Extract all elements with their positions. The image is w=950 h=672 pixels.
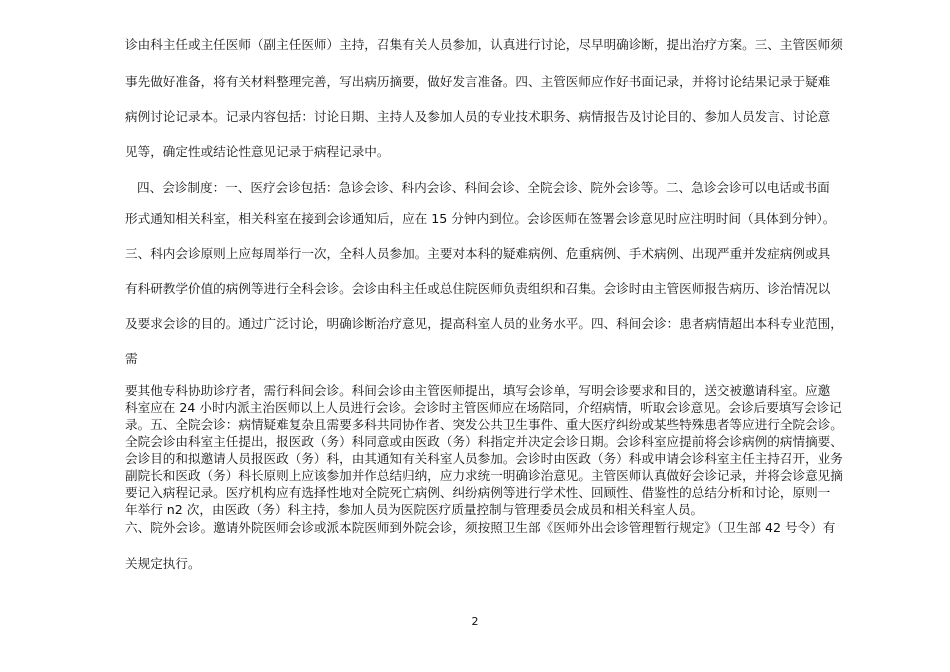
text-line: 录。五、全院会诊：病情疑难复杂且需要多科共同协作者、突发公共卫生事件、重大医疗纠纷或某些特殊患者等应进行全院会诊。 <box>125 417 843 432</box>
text-line: 有科研教学价值的病例等进行全科会诊。会诊由科主任或总住院医师负责组织和召集。会诊时由主管医师报告病历、诊治情况以 <box>125 281 831 296</box>
text-line: 六、院外会诊。邀请外院医师会诊或派本院医师到外院会诊，须按照卫生部《医师外出会诊管理暂行规定》（卫生部 42 号令）有 <box>125 520 836 535</box>
page-number: 2 <box>471 615 479 628</box>
text-line: 三、科内会诊原则上应每周举行一次，全科人员参加。主要对本科的疑难病例、危重病例、手术病例、出现严重并发症病例或具 <box>125 246 831 261</box>
text-line: 关规定执行。 <box>125 556 201 571</box>
text-line: 要记入病程记录。医疗机构应有选择性地对全院死亡病例、纠纷病例等进行学术性、回顾性、借鉴性的总结分析和讨论，原则一 <box>125 485 831 500</box>
text-line: 要其他专科协助诊疗者，需行科间会诊。科间会诊由主管医师提出，填写会诊单，写明会诊要求和目的，送交被邀请科室。应邀 <box>125 383 831 398</box>
text-line: 需 <box>125 351 138 366</box>
text-line: 见等，确定性或结论性意见记录于病程记录中。 <box>125 144 390 159</box>
text-line: 科室应在 24 小时内派主治医师以上人员进行会诊。会诊时主管医师应在场陪同，介绍病情，听取会诊意见。会诊后要填写会诊记 <box>125 400 842 415</box>
text-line: 病例讨论记录本。记录内容包括：讨论日期、主持人及参加人员的专业技术职务、病情报告及讨论目的、参加人员发言、讨论意 <box>125 109 831 124</box>
text-line: 会诊目的和拟邀请人员报医政（务）科，由其通知有关科室人员参加。会诊时由医政（务）科或申请会诊科室主任主持召开，业务 <box>125 451 843 466</box>
text-line: 全院会诊由科室主任提出，报医政（务）科同意或由医政（务）科指定并决定会诊日期。会诊科室应提前将会诊病例的病情摘要、 <box>125 434 843 449</box>
text-line: 形式通知相关科室，相关科室在接到会诊通知后，应在 15 分钟内到位。会诊医师在签署会诊意见时应注明时间（具体到分钟）。 <box>125 211 836 226</box>
text-line: 年举行 n2 次，由医政（务）科主持，参加人员为医院医疗质量控制与管理委员会成员和相关科室人员。 <box>125 502 704 517</box>
text-line: 事先做好准备，将有关材料整理完善，写出病历摘要，做好发言准备。四、主管医师应作好书面记录，并将讨论结果记录于疑难 <box>125 74 831 89</box>
text-line: 诊由科主任或主任医师（副主任医师）主持，召集有关人员参加，认真进行讨论，尽早明确诊断，提出治疗方案。三、主管医师须 <box>125 37 843 52</box>
text-line: 及要求会诊的目的。通过广泛讨论，明确诊断治疗意见，提高科室人员的业务水平。四、科间会诊：患者病情超出本科专业范围， <box>125 316 843 331</box>
text-line: 四、会诊制度：一、医疗会诊包括：急诊会诊、科内会诊、科间会诊、全院会诊、院外会诊等。二、急诊会诊可以电话或书面 <box>137 180 830 195</box>
text-line: 副院长和医政（务）科长原则上应该参加并作总结归纳，应力求统一明确诊治意见。主管医师认真做好会诊记录，并将会诊意见摘 <box>125 468 843 483</box>
